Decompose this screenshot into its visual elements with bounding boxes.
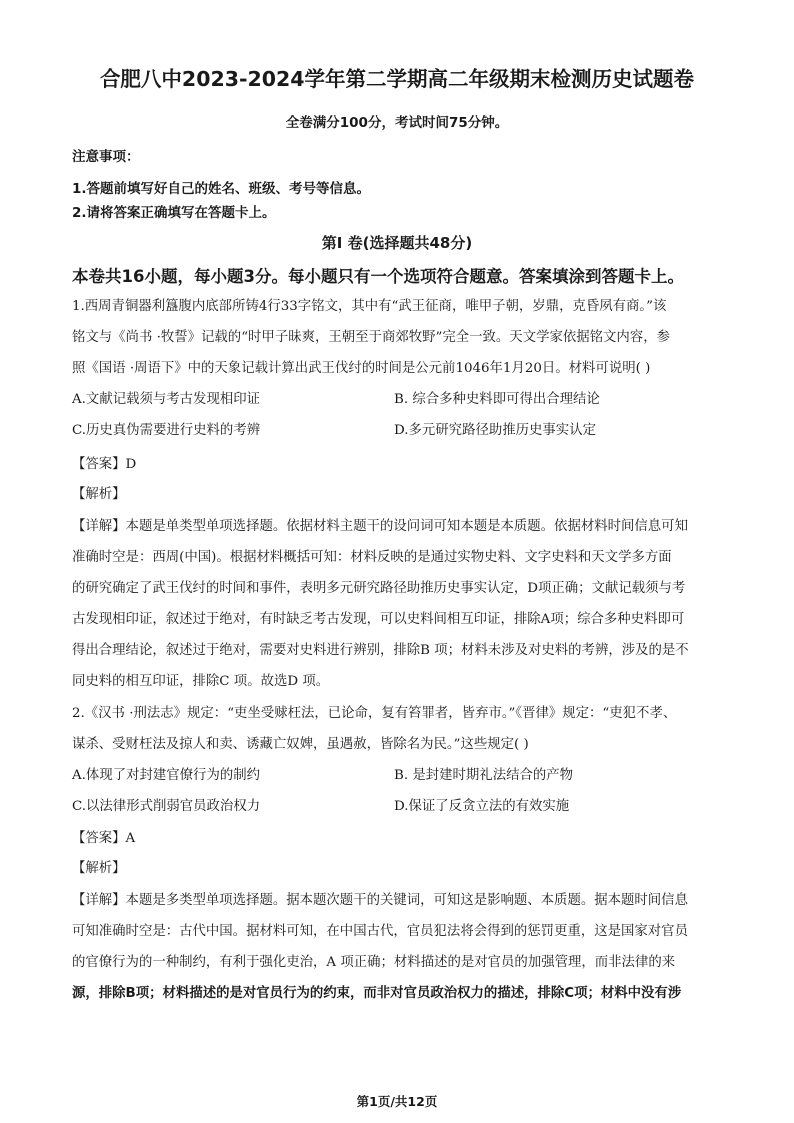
section-instruction: 本卷共16小题，每小题3分。每小题只有一个选项符合题意。答案填涂到答题卡上。 <box>72 267 684 286</box>
q1-analysis-label: 【解析】 <box>72 487 126 502</box>
q1-detail-line: 古发现相印证，叙述过于绝对，有时缺乏考古发现，可以史料间相互印证，排除A项；综合多种史料即可 <box>72 612 685 627</box>
q1-detail-line: 准确时空是：西周(中国)。根据材料概括可知：材料反映的是通过实物史料、文字史料和天文学多方面 <box>72 550 672 565</box>
page-title: 合肥八中2023-2024学年第二学期高二年级期末检测历史试题卷 <box>99 67 695 91</box>
q1-option-b: B. 综合多种史料即可得出合理结论 <box>394 392 600 407</box>
q2-detail-line: 的官僚行为的一种制约，有利于强化吏治，A 项正确；材料描述的是对官员的加强管理，而非法律的来 <box>72 955 676 970</box>
q2-option-d: D.保证了反贪立法的有效实施 <box>394 799 570 814</box>
q1-option-a: A.文献记载须与考古发现相印证 <box>72 392 261 407</box>
q2-option-b: B. 是封建时期礼法结合的产物 <box>394 768 574 783</box>
q1-detail-line: 得出合理结论，叙述过于绝对，需要对史料进行辨别，排除B 项；材料未涉及对史料的考辨，涉及的是不 <box>72 643 689 658</box>
q2-option-a: A.体现了对封建官僚行为的制约 <box>72 768 261 783</box>
q1-answer: 【答案】D <box>72 457 137 472</box>
q2-option-c: C.以法律形式削弱官员政治权力 <box>72 799 261 814</box>
q1-detail-line: 的研究确定了武王伐纣的时间和事件，表明多元研究路径助推历史事实认定，D项正确；文献记载须与考 <box>72 581 686 596</box>
q2-stem-line: 2.《汉书 ·刑法志》规定：“吏坐受赇枉法，已论命，复有笞罪者，皆弃市。”《晋律》规定：“吏犯不孝、 <box>72 706 677 721</box>
q1-stem-line: 1.西周青铜器利簋腹内底部所铸4行33字铭文，其中有“武王征商，唯甲子朝，岁鼎，克昏夙有商。”该 <box>72 299 667 314</box>
note-item-1: 1.答题前填写好自己的姓名、班级、考号等信息。 <box>72 181 371 197</box>
q1-stem-line: 铭文与《尚书 ·牧誓》记载的“时甲子昧爽，王朝至于商郊牧野”完全一致。天文学家依据铭文内容，参 <box>72 330 670 345</box>
q2-stem-line: 谋杀、受财枉法及掠人和卖、诱藏亡奴婢，虽遇赦，皆除名为民。”这些规定( ) <box>72 737 529 752</box>
q1-stem-line: 照《国语 ·周语下》中的天象记载计算出武王伐纣的时间是公元前1046年1月20日。材料可说明( ) <box>72 361 651 376</box>
page-number: 第1页/共12页 <box>356 1094 438 1109</box>
q2-detail-line: 可知准确时空是：古代中国。据材料可知，在中国古代，官员犯法将会得到的惩罚更重，这是国家对官员 <box>72 924 688 939</box>
q2-detail-line: 【详解】本题是多类型单项选择题。据本题次题干的关键词，可知这是影响题、本质题。据本题时间信息 <box>72 893 688 908</box>
exam-info: 全卷满分100分，考试时间75分钟。 <box>285 115 509 131</box>
q2-analysis-label: 【解析】 <box>72 861 126 876</box>
q1-detail-line: 同史料的相互印证，排除C 项。故选D 项。 <box>72 674 330 689</box>
q1-option-c: C.历史真伪需要进行史料的考辨 <box>72 423 261 438</box>
notes-heading: 注意事项： <box>72 149 140 165</box>
q2-detail-line-bold: 源，排除B项；材料描述的是对官员行为的约束，而非对官员政治权力的描述，排除C项；材料中没有涉 <box>72 986 682 1001</box>
q1-detail-line: 【详解】本题是单类型单项选择题。依据材料主题干的设问词可知本题是本质题。依据材料时间信息可知 <box>72 519 688 534</box>
section-title: 第I 卷(选择题共48分) <box>321 234 473 252</box>
note-item-2: 2.请将答案正确填写在答题卡上。 <box>72 205 276 221</box>
q1-option-d: D.多元研究路径助推历史事实认定 <box>394 423 596 438</box>
q2-answer: 【答案】A <box>72 831 136 846</box>
